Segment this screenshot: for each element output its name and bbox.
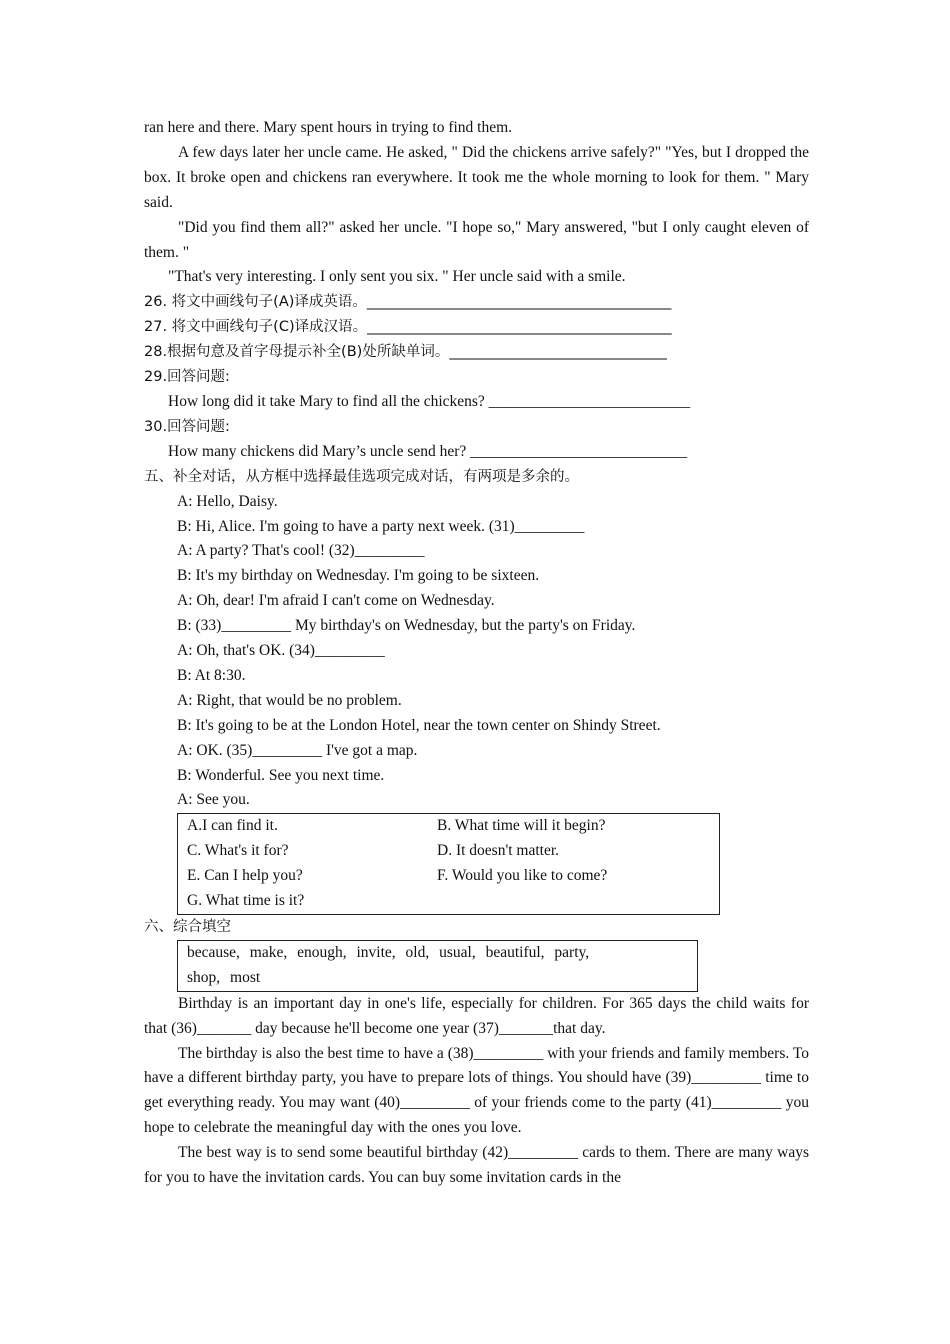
question-27: 27. 将文中画线句子(C)译成汉语。__________________________________________: [144, 319, 672, 336]
dialogue-line: A: Right, that would be no problem.: [177, 691, 402, 709]
section-6-heading: 六、综合填空: [144, 919, 231, 935]
option-b: B. What time will it begin?: [437, 817, 606, 835]
cloze-paragraph-1: Birthday is an important day in one's life, especially for children. For 365 days the child waits for that (36)_______ day because he'll become one year (37)_______that day.: [144, 994, 809, 1037]
exam-page: [144, 116, 809, 1191]
dialogue-line: B: Hi, Alice. I'm going to have a party next week. (31)_________: [177, 517, 585, 535]
dialogue-line: B: It's going to be at the London Hotel, near the town center on Shindy Street.: [177, 716, 661, 734]
option-d: D. It doesn't matter.: [437, 842, 560, 860]
option-c: C. What's it for?: [187, 842, 289, 860]
dialogue-line: B: At 8:30.: [177, 666, 246, 684]
dialogue-line: A: Oh, dear! I'm afraid I can't come on Wednesday.: [177, 592, 495, 610]
dialogue-line: A: A party? That's cool! (32)_________: [177, 542, 425, 560]
option-e: E. Can I help you?: [187, 867, 303, 885]
question-29-label: 29.回答问题:: [144, 369, 230, 386]
dialogue: [144, 490, 809, 814]
question-28: 28.根据句意及首字母提示补全(B)处所缺单词。______________________________: [144, 344, 667, 361]
question-26: 26. 将文中画线句子(A)译成英语。__________________________________________: [144, 294, 672, 311]
word-bank-line-2: shop, most: [187, 968, 261, 986]
options-box: [177, 813, 720, 915]
word-bank-line-1: because, make, enough, invite, old, usual, beautiful, party,: [187, 943, 590, 961]
word-bank-box: [177, 940, 698, 992]
dialogue-line: A: Oh, that's OK. (34)_________: [177, 642, 385, 660]
dialogue-line: B: Wonderful. See you next time.: [177, 766, 385, 784]
cloze-paragraph-3: The best way is to send some beautiful birthday (42)_________ cards to them. There are many ways for you to have the invitation cards. You can buy some invitation cards in the: [144, 1144, 809, 1187]
question-29-text: How long did it take Mary to find all the chickens? __________________________: [168, 392, 691, 410]
dialogue-line: A: See you.: [177, 791, 250, 809]
story-paragraph-4: "That's very interesting. I only sent you six. " Her uncle said with a smile.: [168, 268, 626, 286]
cloze-paragraph-2: The birthday is also the best time to have a (38)_________ with your friends and family members. To have a different birthday party, you have to prepare lots of things. You should have (39)_________ time to get everything ready. You may want (40)_________ of your friends come to the party (41)_________ you hope to celebrate the meaningful day with the ones you love.: [144, 1044, 809, 1137]
dialogue-line: B: It's my birthday on Wednesday. I'm going to be sixteen.: [177, 567, 540, 585]
question-30-label: 30.回答问题:: [144, 418, 230, 435]
story-paragraph-3: "Did you find them all?" asked her uncle. "I hope so," Mary answered, "but I only caught eleven of them. ": [144, 218, 809, 261]
dialogue-line: B: (33)_________ My birthday's on Wednesday, but the party's on Friday.: [177, 617, 636, 635]
question-30-text: How many chickens did Mary’s uncle send her? ____________________________: [168, 442, 688, 460]
dialogue-line: A: Hello, Daisy.: [177, 492, 278, 510]
option-g: G. What time is it?: [187, 892, 305, 910]
option-f: F. Would you like to come?: [437, 867, 608, 885]
section-5-heading: 五、补全对话，从方框中选择最佳选项完成对话，有两项是多余的。: [144, 468, 579, 485]
story-paragraph-2: A few days later her uncle came. He asked, " Did the chickens arrive safely?" "Yes, but I dropped the box. It broke open and chickens ran everywhere. It took me the whole morning to look for them. " Mary said.: [144, 143, 809, 211]
option-a: A.I can find it.: [187, 817, 278, 835]
dialogue-line: A: OK. (35)_________ I've got a map.: [177, 741, 418, 759]
story-line-1: ran here and there. Mary spent hours in trying to find them.: [144, 119, 513, 136]
